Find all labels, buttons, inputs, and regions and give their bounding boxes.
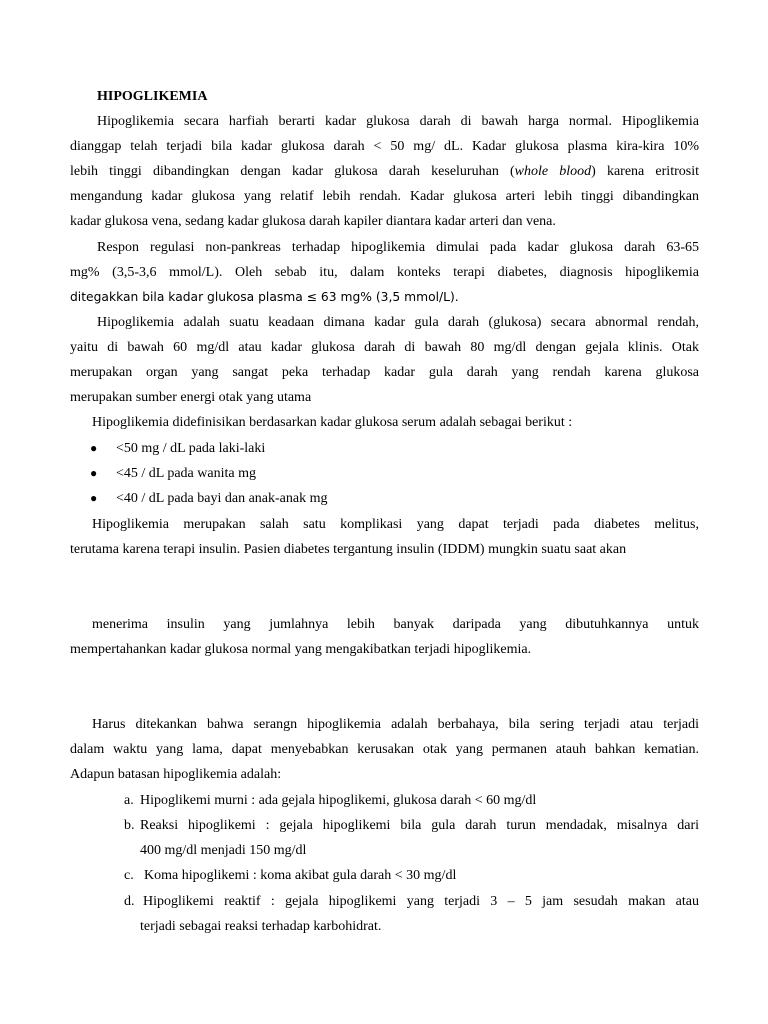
paragraph-line: Hipoglikemia merupakan salah satu komplikasi yang dapat terjadi pada diabetes melitus, xyxy=(92,517,699,532)
paragraph-line: dalam waktu yang lama, dapat menyebabkan kerusakan otak yang permanen atauh bahkan kematian. xyxy=(70,742,699,757)
bullet-text: <50 mg / dL pada laki-laki xyxy=(116,441,266,456)
list-item-text: Koma hipoglikemi : koma akibat gula darah < 30 mg/dl xyxy=(144,868,457,883)
paragraph-line: dianggap telah terjadi bila kadar glukosa darah < 50 mg/ dL. Kadar glukosa plasma kira-kira 10% xyxy=(70,139,699,154)
paragraph-line: Hipoglikemia adalah suatu keadaan dimana kadar gula darah (glukosa) secara abnormal rendah, xyxy=(97,315,699,330)
bullet-icon: ● xyxy=(90,441,98,455)
paragraph-line: merupakan sumber energi otak yang utama xyxy=(70,390,312,405)
list-item-label: a. xyxy=(124,793,134,808)
paragraph-line: merupakan organ yang sangat peka terhadap kadar gula darah yang rendah karena glukosa xyxy=(70,365,699,380)
paragraph-line: ditegakkan bila kadar glukosa plasma ≤ 63 mg% (3,5 mmol/L). xyxy=(70,290,459,304)
text-run: ) karena eritrosit xyxy=(591,164,699,179)
list-item-label: d. xyxy=(124,894,135,909)
paragraph-line: Hipoglikemia secara harfiah berarti kadar glukosa darah di bawah harga normal. Hipoglikemia xyxy=(97,114,699,129)
document-title: HIPOGLIKEMIA xyxy=(97,89,208,104)
bullet-text: <45 / dL pada wanita mg xyxy=(116,466,256,481)
paragraph-line: terutama karena terapi insulin. Pasien diabetes tergantung insulin (IDDM) mungkin suatu saat akan xyxy=(70,542,627,557)
bullet-icon: ● xyxy=(90,466,98,480)
list-item-label: b. xyxy=(124,818,135,833)
paragraph-line: mengandung kadar glukosa yang relatif lebih rendah. Kadar glukosa arteri lebih tinggi dibandingkan xyxy=(70,189,699,204)
paragraph-line: yaitu di bawah 60 mg/dl atau kadar glukosa darah di bawah 80 mg/dl dengan gejala klinis. Otak xyxy=(70,340,699,355)
paragraph-line: Adapun batasan hipoglikemia adalah: xyxy=(70,767,282,782)
list-item-text: Hipoglikemi reaktif : gejala hipoglikemi yang terjadi 3 – 5 jam sesudah makan atau xyxy=(143,894,699,909)
bullet-icon: ● xyxy=(90,491,98,505)
paragraph-line: Harus ditekankan bahwa serangn hipoglikemia adalah berbahaya, bila sering terjadi atau terjadi xyxy=(92,717,699,732)
list-item-text: Hipoglikemi murni : ada gejala hipoglikemi, glukosa darah < 60 mg/dl xyxy=(140,793,537,808)
list-item-continuation: terjadi sebagai reaksi terhadap karbohidrat. xyxy=(140,919,382,934)
paragraph-line: mempertahankan kadar glukosa normal yang mengakibatkan terjadi hipoglikemia. xyxy=(70,642,532,657)
italic-term: whole blood xyxy=(514,164,592,179)
paragraph-4: Hipoglikemia didefinisikan berdasarkan kadar glukosa serum adalah sebagai berikut : xyxy=(92,415,573,430)
paragraph-line: mg% (3,5-3,6 mmol/L). Oleh sebab itu, dalam konteks terapi diabetes, diagnosis hipoglikemia xyxy=(70,265,699,280)
bullet-text: <40 / dL pada bayi dan anak-anak mg xyxy=(116,491,328,506)
paragraph-line: kadar glukosa vena, sedang kadar glukosa darah kapiler diantara kadar arteri dan vena. xyxy=(70,214,556,229)
list-item-text: Reaksi hipoglikemi : gejala hipoglikemi bila gula darah turun mendadak, misalnya dari xyxy=(140,818,699,833)
text-run: lebih tinggi dibandingkan dengan kadar glukosa darah keseluruhan ( xyxy=(70,164,515,179)
paragraph-line: Respon regulasi non-pankreas terhadap hipoglikemia dimulai pada kadar glukosa darah 63-65 xyxy=(97,240,699,255)
paragraph-line: menerima insulin yang jumlahnya lebih banyak daripada yang dibutuhkannya untuk xyxy=(92,617,699,632)
list-item-label: c. xyxy=(124,868,134,883)
list-item-continuation: 400 mg/dl menjadi 150 mg/dl xyxy=(140,843,307,858)
paragraph-line xyxy=(70,159,699,184)
